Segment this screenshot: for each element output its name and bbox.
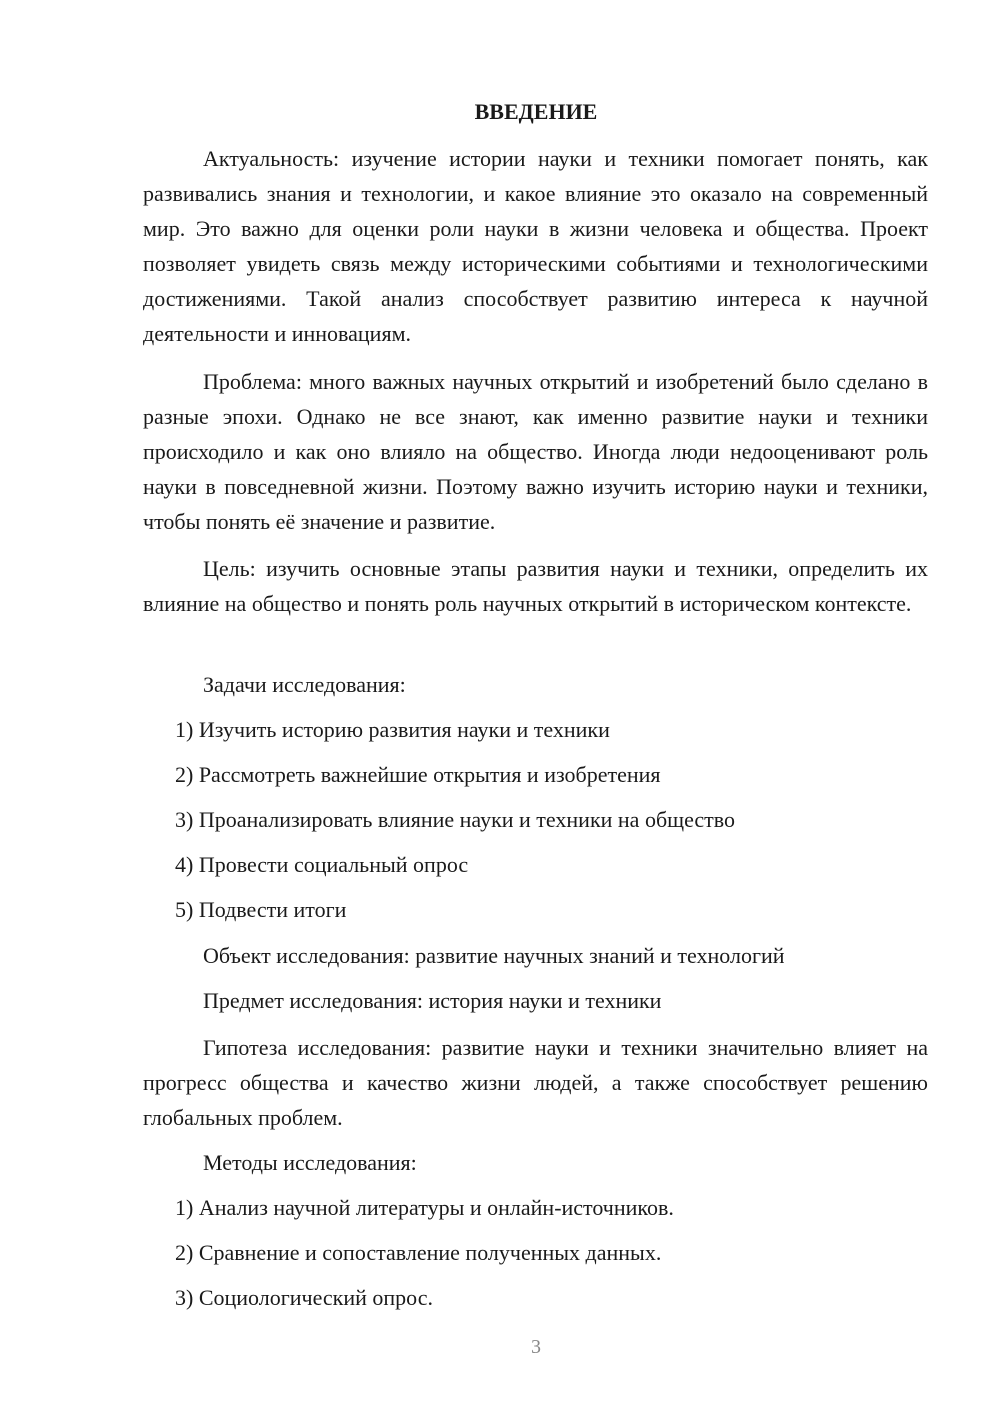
- goal-paragraph: Цель: изучить основные этапы развития науки и техники, определить их влияние на общество и понять роль научных открытий в историческом контексте.: [143, 556, 928, 616]
- method-item: 2) Сравнение и сопоставление полученных данных.: [175, 1240, 662, 1265]
- relevance-paragraph: Актуальность: изучение истории науки и техники помогает понять, как развивались знания и технологии, и какое влияние это оказало на современный мир. Это важно для оценки роли науки в жизни человека и общества. Проект позволяет увидеть связь между историческими событиями и технологическими достижениями. Такой анализ способствует развитию интереса к научной деятельности и инновациям.: [143, 146, 928, 346]
- page-title: ВВЕДЕНИЕ: [474, 99, 598, 124]
- method-item: 3) Социологический опрос.: [175, 1285, 433, 1310]
- research-subject: Предмет исследования: история науки и техники: [203, 988, 662, 1013]
- research-object: Объект исследования: развитие научных знаний и технологий: [203, 943, 785, 968]
- task-item: 1) Изучить историю развития науки и техники: [175, 717, 610, 742]
- task-item: 3) Проанализировать влияние науки и техники на общество: [175, 807, 736, 832]
- task-item: 2) Рассмотреть важнейшие открытия и изобретения: [175, 762, 661, 787]
- tasks-heading: Задачи исследования:: [203, 672, 406, 697]
- method-item: 1) Анализ научной литературы и онлайн-источников.: [175, 1195, 674, 1220]
- methods-heading: Методы исследования:: [203, 1150, 417, 1175]
- task-item: 4) Провести социальный опрос: [175, 852, 469, 877]
- hypothesis-paragraph: Гипотеза исследования: развитие науки и техники значительно влияет на прогресс общества и качество жизни людей, а также способствует решению глобальных проблем.: [143, 1035, 928, 1130]
- page-number: 3: [531, 1336, 541, 1358]
- task-item: 5) Подвести итоги: [175, 897, 347, 922]
- problem-paragraph: Проблема: много важных научных открытий и изобретений было сделано в разные эпохи. Однако не все знают, как именно развитие науки и техники происходило и как оно влияло на общество. Иногда люди недооценивают роль науки в повседневной жизни. Поэтому важно изучить историю науки и техники, чтобы понять её значение и развитие.: [143, 369, 928, 534]
